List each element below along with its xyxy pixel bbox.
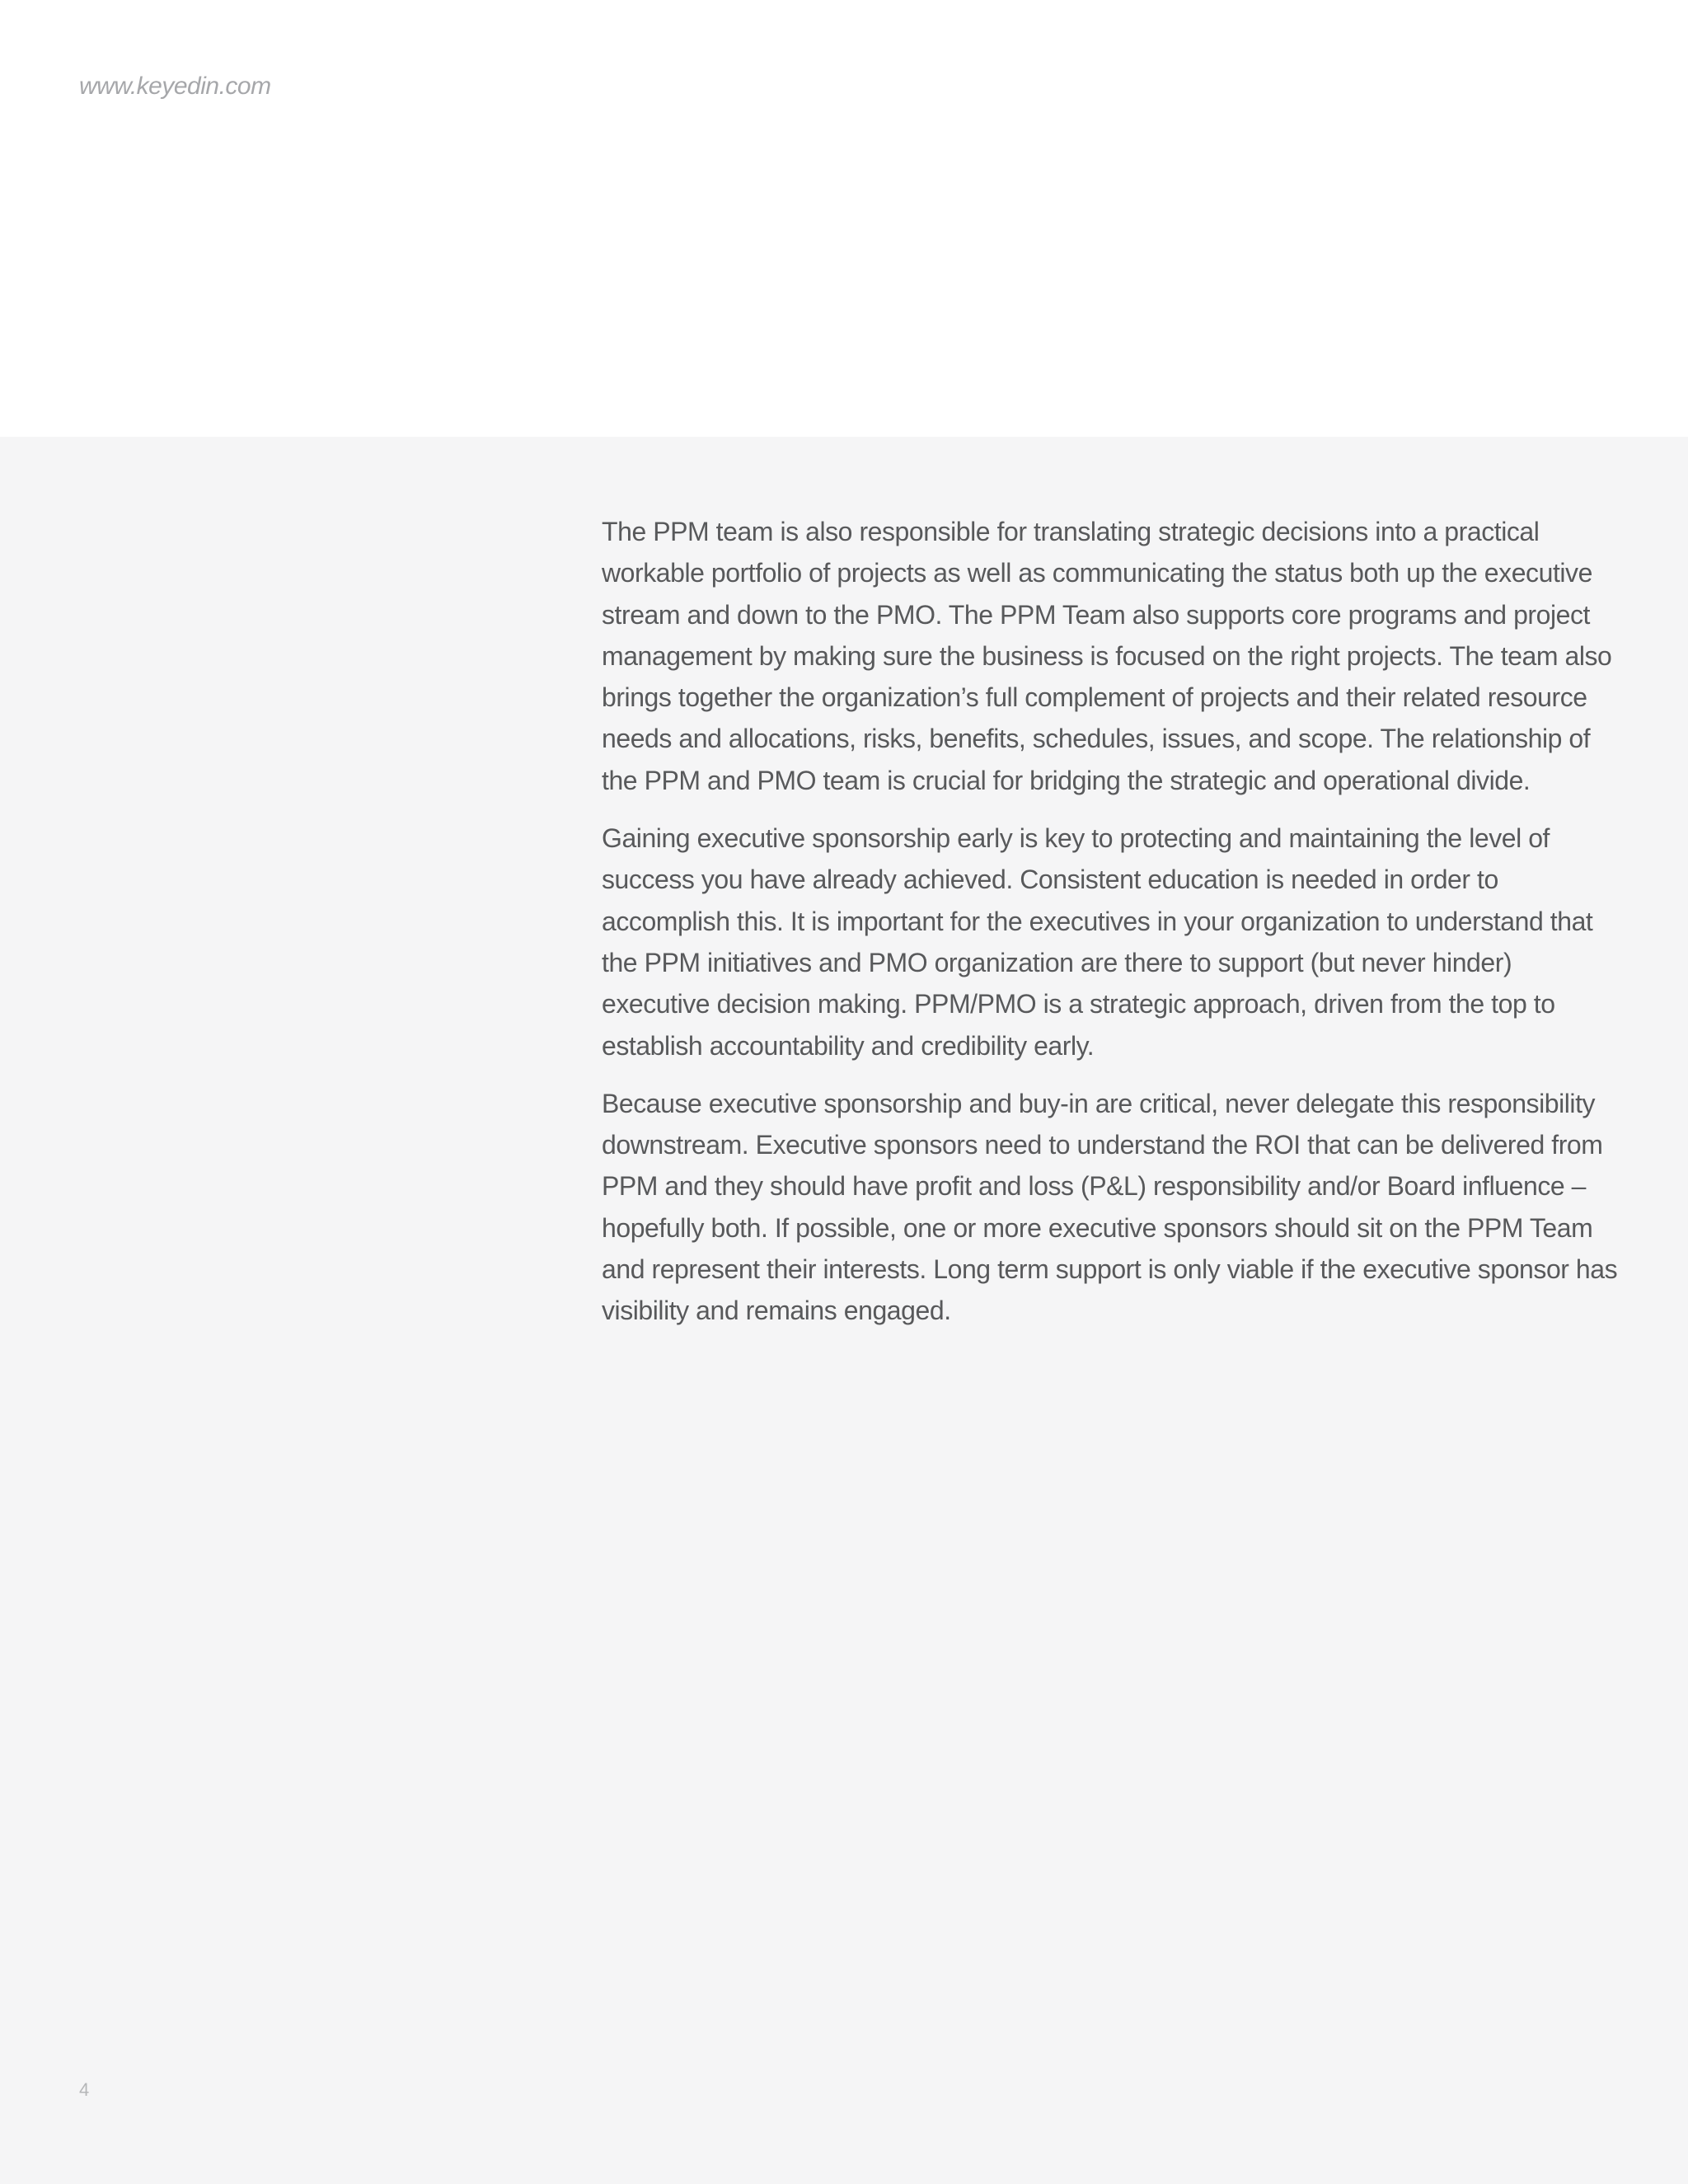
page-header [0,0,1688,437]
website-url: www.keyedin.com [79,73,271,100]
paragraph-executive-sponsorship: Gaining executive sponsorship early is key to protecting and maintaining the level of success you have already achieved. Consistent education is needed in order to accomplish this. It is important for the executives in your organization to understand that the PPM initiatives and PMO organization are there to support (but never hinder) executive decision making. PPM/PMO is a strategic approach, driven from the top to establish accountability and credibility early. [602,823,1593,1061]
page-number: 4 [79,2079,90,2100]
body-text [602,511,1624,1348]
content-panel [0,437,1688,2184]
paragraph-ppm-team-role: The PPM team is also responsible for translating strategic decisions into a practical workable portfolio of projects as well as communicating the status both up the executive stream and down to the PMO. The PPM Team also supports core programs and project management by making sure the business is focused on the right projects. The team also brings together the organization’s full complement of projects and their related resource needs and allocations, risks, benefits, schedules, issues, and scope. The relationship of the PPM and PMO team is crucial for bridging the strategic and operational divide. [602,517,1612,795]
paragraph-delegation: Because executive sponsorship and buy-in are critical, never delegate this responsibility downstream. Executive sponsors need to understand the ROI that can be delivered from PPM and they should have profit and loss (P&L) responsibility and/or Board influence – hopefully both. If possible, one or more executive sponsors should sit on the PPM Team and represent their interests. Long term support is only viable if the executive sponsor has visibility and remains engaged. [602,1088,1618,1326]
